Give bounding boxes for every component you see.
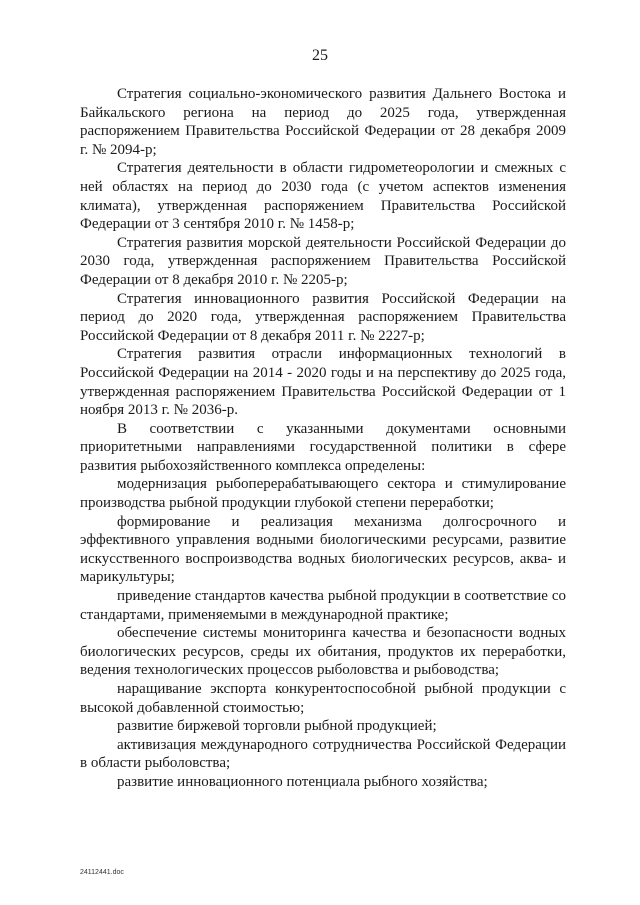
paragraph-strategy-hydrometeorology: Стратегия деятельности в области гидрометеорологии и смежных с ней областях на период до 2030 года (с учетом аспектов изменения климата), утвержденная распоряжением Правительства Российской Федерации от 3 сентября 2010 г. № 1458-р; [80,160,566,233]
list-item-processing-modernization: модернизация рыбоперерабатывающего сектора и стимулирование производства рыбной продукции глубокой степени переработки; [80,476,566,512]
list-item-exchange-trading: развитие биржевой торговли рыбной продукцией; [117,718,437,735]
list-item-resource-management: формирование и реализация механизма долгосрочного и эффективного управления водными биологическими ресурсами, развитие искусственного воспроизводства водных биологических ресурсов, аква- и марикультуры; [80,513,566,586]
paragraph-strategy-far-east: Стратегия социально-экономического развития Дальнего Востока и Байкальского региона на период до 2025 года, утвержденная распоряжением Правительства Российской Федерации от 28 декабря 2009 г. № 2094-р; [80,86,566,158]
list-item-innovation-potential: развитие инновационного потенциала рыбного хозяйства; [117,773,488,790]
list-item-international-cooperation: активизация международного сотрудничества Российской Федерации в области рыболовства; [80,736,566,772]
paragraph-priorities-intro: В соответствии с указанными документами основными приоритетными направлениями государственной политики в сфере развития рыбохозяйственного комплекса определены: [80,420,566,474]
document-body [80,85,566,792]
page-number: 25 [312,47,328,64]
list-item-quality-standards: приведение стандартов качества рыбной продукции в соответствие со стандартами, применяемыми в международной практике; [80,588,566,623]
paragraph-strategy-innovation: Стратегия инновационного развития Российской Федерации на период до 2020 года, утвержденная распоряжением Правительства Российской Федерации от 8 декабря 2011 г. № 2227-р; [80,290,566,344]
paragraph-strategy-it: Стратегия развития отрасли информационных технологий в Российской Федерации на 2014 - 2020 годы и на перспективу до 2025 года, утвержденная распоряжением Правительства Российской Федерации от 1 ноября 2013 г. № 2036-р. [80,346,566,419]
footer-file-code: 24112441.doc [80,869,124,876]
paragraph-strategy-maritime: Стратегия развития морской деятельности Российской Федерации до 2030 года, утвержденная распоряжением Правительства Российской Федерации от 8 декабря 2010 г. № 2205-р; [80,234,566,288]
list-item-monitoring-system: обеспечение системы мониторинга качества и безопасности водных биологических ресурсов, среды их обитания, продуктов их переработки, ведения технологических процессов рыболовства и рыбоводства; [80,625,566,679]
list-item-export-growth: наращивание экспорта конкурентоспособной рыбной продукции с высокой добавленной стоимостью; [80,681,566,716]
